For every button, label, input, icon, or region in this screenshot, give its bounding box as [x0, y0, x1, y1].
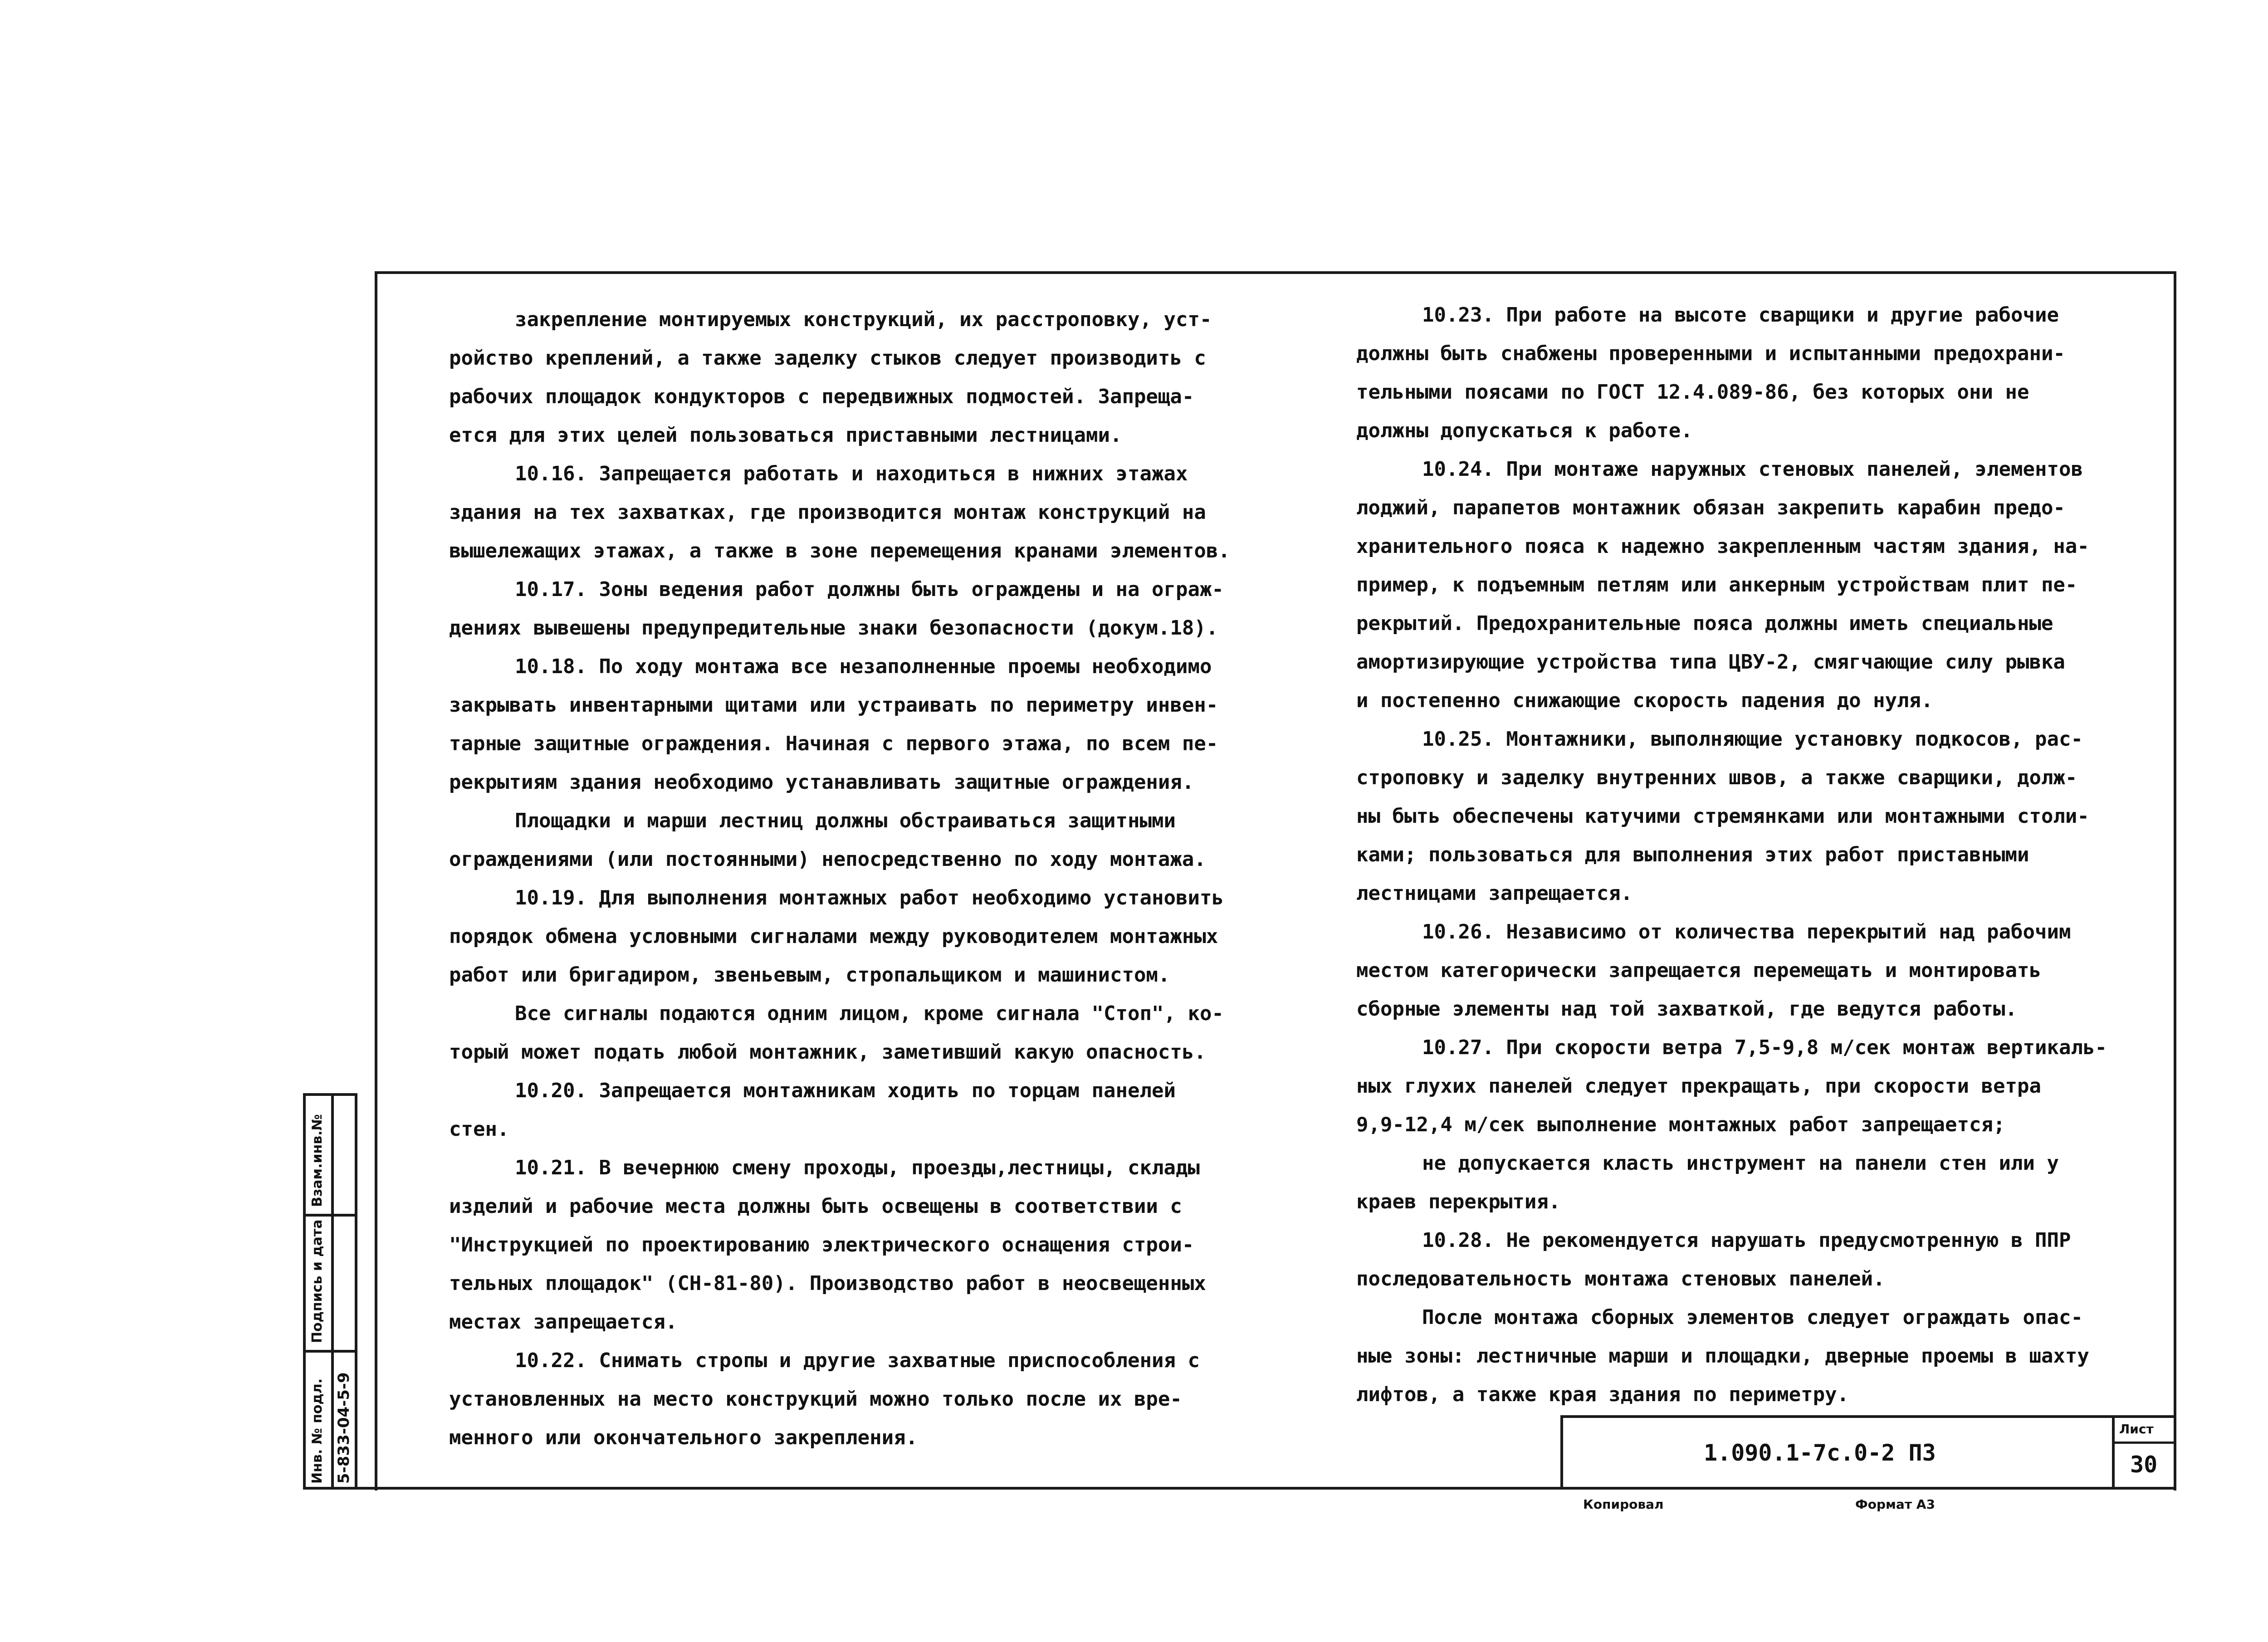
text-line: должны быть снабжены проверенными и испытанными предохрани- — [1356, 342, 2065, 365]
text-line: 10.27. При скорости ветра 7,5-9,8 м/сек монтаж вертикаль- — [1422, 1036, 2107, 1059]
stamp-divider-1 — [306, 1214, 355, 1217]
text-line: 10.20. Запрещается монтажникам ходить по торцам панелей — [515, 1079, 1176, 1102]
right-column — [1356, 296, 2168, 1414]
sheet-box-left — [2112, 1415, 2115, 1490]
text-line: здания на тех захватках, где производится монтаж конструкций на — [449, 501, 1206, 524]
frame-left — [375, 271, 377, 1491]
text-line: не допускается класть инструмент на панели стен или у — [1422, 1152, 2059, 1175]
text-line: тельных площадок" (СН-81-80). Производство работ в неосвещенных — [449, 1272, 1206, 1295]
text-line: работ или бригадиром, звеньевым, стропальщиком и машинистом. — [449, 963, 1170, 987]
text-line: и постепенно снижающие скорость падения до нуля. — [1356, 689, 1933, 712]
text-line: закрепление монтируемых конструкций, их расстроповку, уст- — [515, 308, 1212, 331]
frame-top — [376, 271, 2176, 274]
text-line: 10.25. Монтажники, выполняющие установку подкосов, рас- — [1422, 728, 2083, 751]
text-line: 10.24. При монтаже наружных стеновых панелей, элементов — [1422, 458, 2083, 481]
text-line: амортизирующие устройства типа ЦВУ-2, смягчающие силу рывка — [1356, 650, 2065, 674]
text-line: порядок обмена условными сигналами между руководителем монтажных — [449, 925, 1218, 948]
text-line: вышележащих этажах, а также в зоне перемещения кранами элементов. — [449, 539, 1230, 562]
text-line: ройство креплений, а также заделку стыков следует производить с — [449, 347, 1206, 370]
text-line: тарные защитные ограждения. Начиная с первого этажа, по всем пе- — [449, 732, 1218, 755]
text-line: дениях вывешены предупредительные знаки безопасности (докум.18). — [449, 616, 1218, 640]
left-column — [449, 300, 1238, 1457]
text-line: После монтажа сборных элементов следует ограждать опас- — [1422, 1306, 2083, 1329]
text-line: последовательность монтажа стеновых панелей. — [1356, 1267, 1885, 1290]
text-line: 10.21. В вечернюю смену проходы, проезды,лестницы, склады — [515, 1156, 1200, 1179]
text-line: тельными поясами по ГОСТ 12.4.089-86, без которых они не — [1356, 381, 2029, 404]
sheet-label: Лист — [2119, 1422, 2154, 1437]
text-line: изделий и рабочие места должны быть освещены в соответствии с — [449, 1195, 1182, 1218]
footer-copied: Копировал — [1583, 1497, 1664, 1512]
text-line: местом категорически запрещается перемещать и монтировать — [1356, 959, 2041, 982]
text-line: рекрытий. Предохранительные пояса должны иметь специальные — [1356, 612, 2053, 635]
text-line: должны допускаться к работе. — [1356, 419, 1693, 442]
stamp-divider-2 — [306, 1350, 355, 1353]
text-line: 10.17. Зоны ведения работ должны быть ограждены и на ограж- — [515, 578, 1224, 601]
text-line: ется для этих целей пользоваться приставными лестницами. — [449, 424, 1122, 447]
text-line: лоджий, парапетов монтажник обязан закрепить карабин предо- — [1356, 496, 2065, 519]
text-line: Площадки и марши лестниц должны обстраиваться защитными — [515, 809, 1176, 832]
text-line: 10.18. По ходу монтажа все незаполненные проемы необходимо — [515, 655, 1212, 678]
stamp-label-sign-date: Подпись и дата — [309, 1219, 325, 1343]
document-code: 1.090.1-7с.0-2 ПЗ — [1704, 1440, 1936, 1466]
text-line: ками; пользоваться для выполнения этих работ приставными — [1356, 843, 2029, 866]
text-line: установленных на место конструкций можно только после их вре- — [449, 1388, 1182, 1411]
text-line: Все сигналы подаются одним лицом, кроме сигнала "Стоп", ко- — [515, 1002, 1224, 1025]
text-line: 10.22. Снимать стропы и другие захватные приспособления с — [515, 1349, 1200, 1372]
text-line: "Инструкцией по проектированию электрического оснащения строи- — [449, 1233, 1194, 1256]
text-line: ных глухих панелей следует прекращать, при скорости ветра — [1356, 1075, 2041, 1098]
text-line: пример, к подъемным петлям или анкерным устройствам плит пе- — [1356, 573, 2077, 596]
text-line: краев перекрытия. — [1356, 1190, 1561, 1213]
text-line: 10.26. Независимо от количества перекрытий над рабочим — [1422, 920, 2071, 943]
text-line: строповку и заделку внутренних швов, а также сварщики, долж- — [1356, 766, 2077, 789]
text-line: ные зоны: лестничные марши и площадки, дверные проемы в шахту — [1356, 1344, 2089, 1368]
text-line: 10.16. Запрещается работать и находиться в нижних этажах — [515, 462, 1188, 485]
sheet-box-divider — [2112, 1442, 2176, 1444]
text-line: 9,9-12,4 м/сек выполнение монтажных работ запрещается; — [1356, 1113, 2005, 1136]
text-line: закрывать инвентарными щитами или устраивать по периметру инвен- — [449, 694, 1218, 717]
side-stamp — [303, 1093, 357, 1490]
stamp-label-inv: Инв. № подл. — [309, 1378, 325, 1484]
text-line: 10.19. Для выполнения монтажных работ необходимо установить — [515, 886, 1224, 909]
footer-format: Формат А3 — [1855, 1497, 1935, 1512]
text-line: ны быть обеспечены катучими стремянками или монтажными столи- — [1356, 805, 2089, 828]
text-line: стен. — [449, 1118, 509, 1141]
text-line: сборные элементы над той захваткой, где ведутся работы. — [1356, 997, 2017, 1021]
text-line: рекрытиям здания необходимо устанавливать защитные ограждения. — [449, 771, 1194, 794]
text-line: хранительного пояса к надежно закрепленным частям здания, на- — [1356, 535, 2089, 558]
text-line: ограждениями (или постоянными) непосредственно по ходу монтажа. — [449, 848, 1206, 871]
text-line: лестницами запрещается. — [1356, 882, 1633, 905]
title-block — [1560, 1415, 2176, 1490]
frame-right — [2174, 271, 2176, 1491]
text-line: менного или окончательного закрепления. — [449, 1426, 918, 1449]
stamp-inv-value: 5-833-04-5-9 — [335, 1372, 353, 1484]
text-line: лифтов, а также края здания по периметру. — [1356, 1383, 1849, 1406]
stamp-label-replace: Взам.инв.№ — [309, 1114, 325, 1207]
sheet-number: 30 — [2130, 1451, 2158, 1478]
text-line: торый может подать любой монтажник, заметивший какую опасность. — [449, 1041, 1206, 1064]
text-line: местах запрещается. — [449, 1310, 678, 1334]
text-line: рабочих площадок кондукторов с передвижных подмостей. Запреща- — [449, 385, 1194, 408]
text-line: 10.23. При работе на высоте сварщики и другие рабочие — [1422, 303, 2059, 327]
text-line: 10.28. Не рекомендуется нарушать предусмотренную в ППР — [1422, 1229, 2071, 1252]
